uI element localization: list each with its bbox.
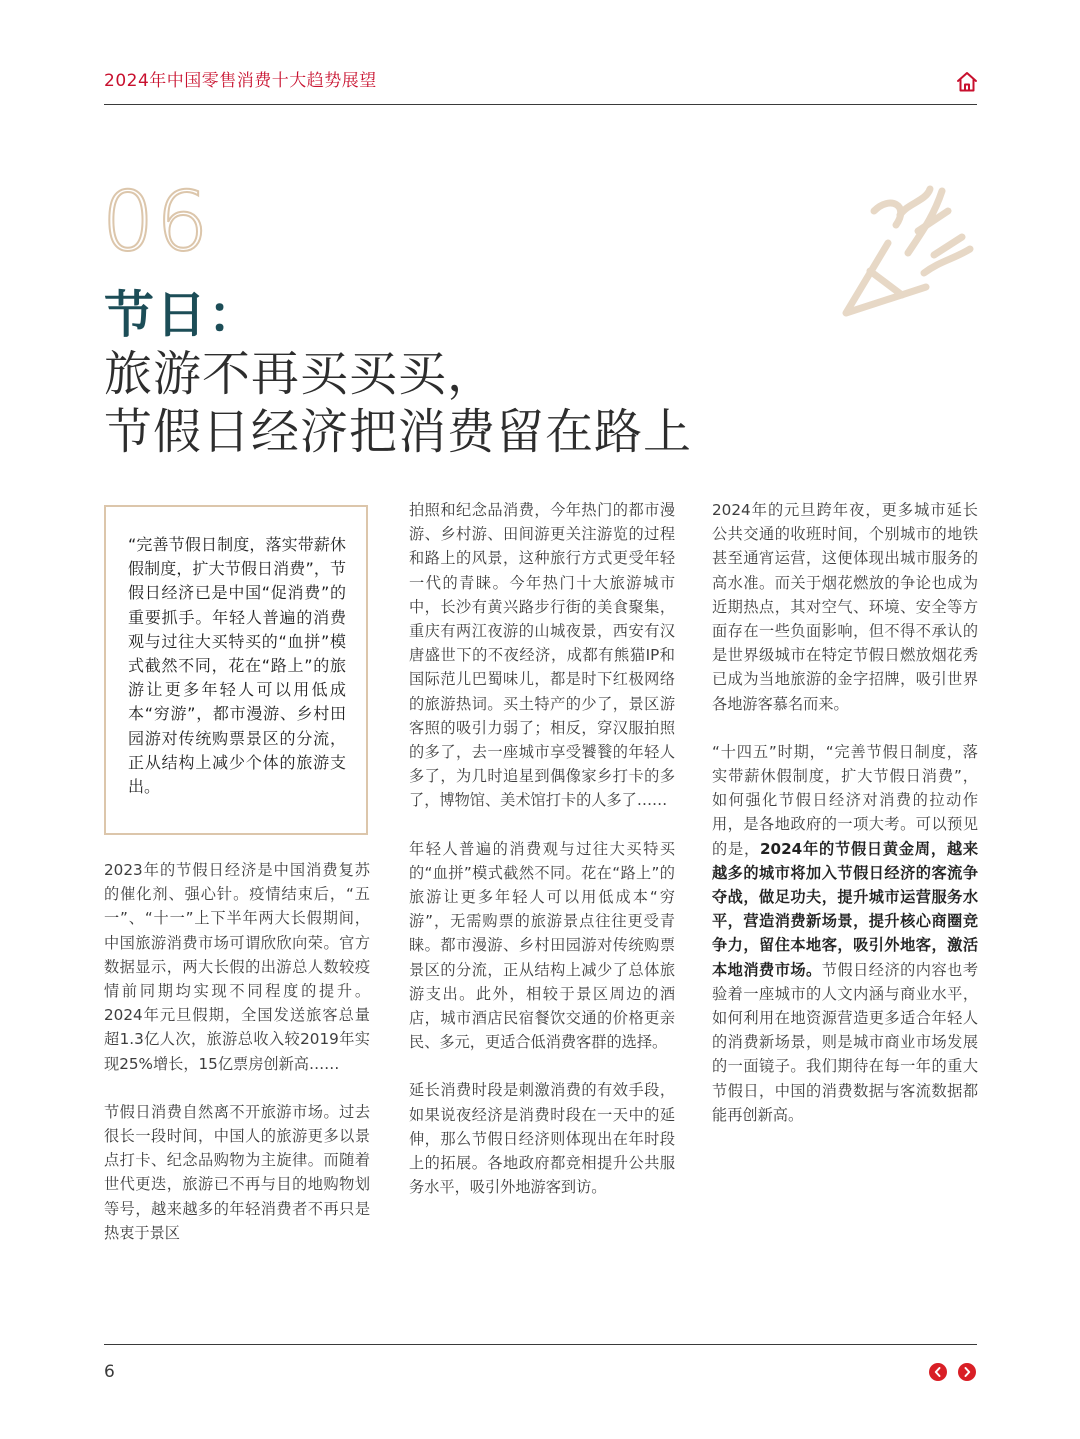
- chevron-right-icon: [958, 1363, 976, 1381]
- text-column-2: [409, 498, 675, 1199]
- bold-highlight: 2024年的节假日黄金周，越来越多的城市将加入节假日经济的客流争夺战，做足功夫，提升城市运营服务水平，营造消费新场景，提升核心商圈竞争力，留住本地客，吸引外地客，激活本地消费市场。: [712, 839, 979, 979]
- next-page-button[interactable]: [958, 1363, 976, 1381]
- paragraph: 拍照和纪念品消费，今年热门的都市漫游、乡村游、田间游更关注游览的过程和路上的风景，这种旅行方式更受年轻一代的青睐。今年热门十大旅游城市中，长沙有黄兴路步行街的美食聚集，重庆有两江夜游的山城夜景，西安有汉唐盛世下的不夜经济，成都有熊猫IP和国际范儿巴蜀味儿，都是时下红极网络的旅游热词。买土特产的少了，景区游客照的吸引力弱了；相反，穿汉服拍照的多了，去一座城市享受饕餮的年轻人多了，为几时追星到偶像家乡打卡的多了，博物馆、美术馆打卡的人多了……: [409, 501, 675, 810]
- section-title: 节日：: [104, 286, 260, 344]
- subtitle-line-1: 旅游不再买买买，: [104, 346, 497, 402]
- paragraph: 2024年的元旦跨年夜，更多城市延长公共交通的收班时间，个别城市的地铁甚至通宵运营，这便体现出城市服务的高水准。而关于烟花燃放的争论也成为近期热点，其对空气、环境、安全等方面存在一些负面影响，但不得不承认的是世界级城市在特定节假日燃放烟花秀已成为当地旅游的金字招牌，吸引世界各地游客慕名而来。: [712, 501, 978, 713]
- paragraph: 2023年的节假日经济是中国消费复苏的催化剂、强心针。疫情结束后，“五一”、“十一”上下半年两大长假期间，中国旅游消费市场可谓欣欣向荣。官方数据显示，两大长假的出游总人数较疫情前同期均实现不同程度的提升。2024年元旦假期，全国发送旅客总量超1.3亿人次，旅游总收入较2019年实现25%增长，15亿票房创新高……: [104, 861, 370, 1073]
- pull-quote-text: “完善节假日制度，落实带薪休假制度，扩大节假日消费”，节假日经济已是中国“促消费”的重要抓手。年轻人普遍的消费观与过往大买特买的“血拼”模式截然不同，花在“路上”的旅游让更多年轻人可以用低成本“穷游”，都市漫游、乡村田园游对传统购票景区的分流，正从结构上减少个体的旅游支出。: [128, 535, 346, 797]
- chevron-left-icon: [929, 1363, 947, 1381]
- pull-quote-box: [104, 505, 368, 835]
- paragraph: 节假日消费自然离不开旅游市场。过去很长一段时间，中国人的旅游更多以景点打卡、纪念品购物为主旋律。而随着世代更迭，旅游已不再与目的地购物划等号，越来越多的年轻消费者不再只是热衷于景区: [104, 1102, 370, 1242]
- paragraph-text: “十四五”时期，“完善节假日制度，落实带薪休假制度，扩大节假日消费”，如何强化节假日经济对消费的拉动作用，是各地政府的一项大考。可以预见的是，: [712, 742, 978, 858]
- header-divider: [104, 104, 977, 105]
- header-title: 2024年中国零售消费十大趋势展望: [104, 71, 377, 91]
- paragraph: 延长消费时段是刺激消费的有效手段，如果说夜经济是消费时段在一天中的延伸，那么节假日经济则体现出在年时段上的拓展。各地政府都竞相提升公共服务水平，吸引外地游客到访。: [409, 1081, 675, 1197]
- paragraph: [712, 740, 978, 1127]
- rocket-firework-icon: [830, 175, 980, 330]
- home-icon[interactable]: [955, 70, 979, 94]
- text-column-1: [104, 858, 370, 1245]
- paragraph-text: 节假日经济的内容也考验着一座城市的人文内涵与商业水平，如何利用在地资源营造更多适合年轻人的消费新场景，则是城市商业市场发展的一面镜子。我们期待在每一年的重大节假日，中国的消费数据与客流数据都能再创新高。: [712, 960, 979, 1124]
- text-column-3: [712, 498, 978, 1127]
- paragraph: 年轻人普遍的消费观与过往大买特买的“血拼”模式截然不同。花在“路上”的旅游让更多年轻人可以用低成本“穷游”，无需购票的旅游景点往往更受青睐。都市漫游、乡村田园游对传统购票景区的分流，正从结构上减少了总体旅游支出。此外，相较于景区周边的酒店，城市酒店民宿餐饮交通的价格更亲民、多元，更适合低消费客群的选择。: [409, 839, 675, 1052]
- footer-divider: [104, 1344, 977, 1345]
- previous-page-button[interactable]: [929, 1363, 947, 1381]
- section-number: 06: [102, 175, 211, 270]
- page-number: 6: [104, 1362, 115, 1382]
- subtitle-line-2: 节假日经济把消费留在路上: [104, 404, 693, 460]
- section-subtitle: [104, 345, 692, 461]
